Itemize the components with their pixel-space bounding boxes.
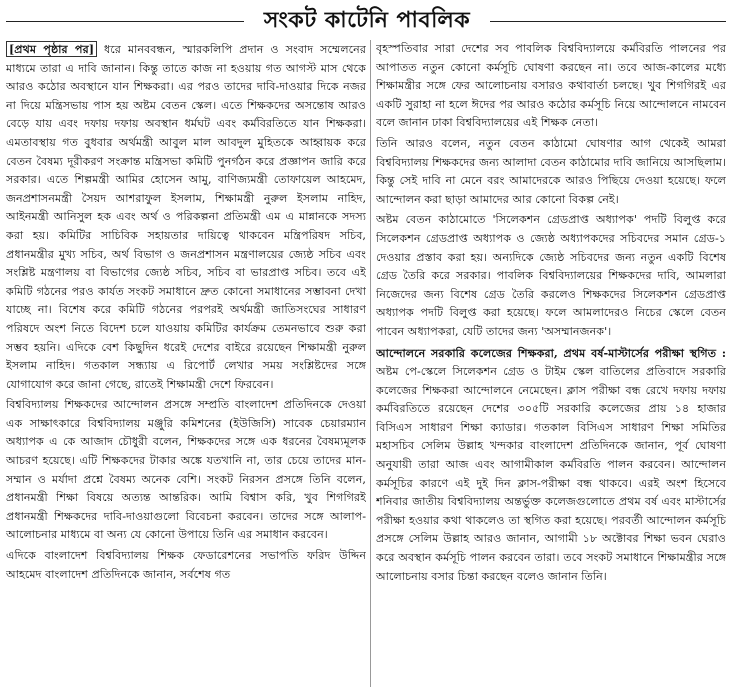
- subheading: আন্দোলনে সরকারি কলেজের শিক্ষকরা, প্রথম বর্ষ-মাস্টার্সের পরীক্ষা স্থগিত :: [376, 345, 726, 360]
- article-paragraph: এদিকে বাংলাদেশ বিশ্ববিদ্যালয় শিক্ষক ফেডারেশনের সভাপতি ফরিদ উদ্দিন আহমেদ বাংলাদেশ প্রতিদিনকে জানান, সর্বশেষ গত: [6, 549, 366, 581]
- article-paragraph: অষ্টম বেতন কাঠামোতে 'সিলেকশন গ্রেডপ্রাপ্ত অধ্যাপক' পদটি বিলুপ্ত করে সিলেকশন গ্রেডপ্রাপ্ত অধ্যাপক ও জ্যেষ্ঠ অধ্যাপকদের সচিবদের সমান গ্রেড-১ দেওয়ার প্রস্তাব করা হয়। অন্যদিকে জ্যেষ্ঠ সচিবদের জন্য নতুন একটি বিশেষ গ্রেড তৈরি করে সরকার। পাবলিক বিশ্ববিদ্যালয়ের শিক্ষকদের দাবি, আমলারা নিজেদের জন্য বিশেষ গ্রেড তৈরি করলেও শিক্ষকদের সিলেকশন গ্রেডপ্রাপ্ত অধ্যাপক পদটি বিলুপ্ত করা হয়েছে। ফলে আমলাদেরও নিচের স্কেলে বেতন পাবেন অধ্যাপকরা, যেটি তাদের জন্য 'অসম্মানজনক'।: [376, 213, 726, 338]
- column-divider: [370, 40, 371, 687]
- right-column: [376, 40, 726, 689]
- paragraph-text: ধরে মানববন্ধন, স্মারকলিপি প্রদান ও সংবাদ সম্মেলনের মাধ্যমে তারা এ দাবি জানান। কিন্তু তাতে কাজ না হওয়ায় গত আগস্ট মাস থেকে আরও কঠোর অবস্থানে যান শিক্ষকরা। এর পরও তাদের দাবি-দাওয়ার দিকে নজর না দিয়ে মন্ত্রিসভায় পাস হয় অষ্টম বেতন স্কেল। এতে শিক্ষকদের অসন্তোষ আরও বেড়ে যায় এবং দফায় দফায় অবস্থান ধর্মঘট এবং কর্মবিরতিতে যান শিক্ষকরা। এমতাবস্থায় গত বুধবার অর্থমন্ত্রী আবুল মাল আবদুল মুহিতকে আহ্বায়ক করে বেতন বৈষম্য দূরীকরণ সংক্রান্ত মন্ত্রিসভা কমিটি পুনর্গঠন করে প্রজ্ঞাপন জারি করে সরকার। এতে শিল্পমন্ত্রী আমির হোসেন আমু, বাণিজ্যমন্ত্রী তোফায়েল আহমেদ, জনপ্রশাসনমন্ত্রী সৈয়দ আশরাফুল ইসলাম, শিক্ষামন্ত্রী নুরুল ইসলাম নাহিদ, আইনমন্ত্রী আনিসুল হক এবং অর্থ ও পরিকল্পনা প্রতিমন্ত্রী এম এ মান্নানকে সদস্য করা হয়। কমিটির সাচিবিক সহায়তার দায়িত্বে থাকবেন মন্ত্রিপরিষদ সচিব, প্রধানমন্ত্রীর মুখ্য সচিব, অর্থ বিভাগ ও জনপ্রশাসন মন্ত্রণালয়ের জ্যেষ্ঠ সচিব এবং সংশ্লিষ্ট মন্ত্রণালয় বা বিভাগের জ্যেষ্ঠ সচিব, সচিব বা ভারপ্রাপ্ত সচিব। তবে এই কমিটি গঠনের পরও কার্যত সংকট সমাধানে দ্রুত কোনো সমাধানের সম্ভাবনা দেখা যাচ্ছে না। বিশেষ করে কমিটি গঠনের পরপরই অর্থমন্ত্রী জাতিসংঘের সাধারণ পরিষদে অংশ নিতে বিদেশ চলে যাওয়ায় কমিটির কার্যক্রম তেমনভাবে শুরু করা সম্ভব হয়নি। এদিকে বেশ কিছুদিন ধরেই দেশের বাইরে রয়েছেন শিক্ষামন্ত্রী নুরুল ইসলাম নাহিদ। গতকাল সন্ধ্যায় এ রিপোর্ট লেখার সময় সংশ্লিষ্টদের সঙ্গে যোগাযোগ করে জানা গেছে, রাতেই শিক্ষামন্ত্রী দেশে ফিরবেন।: [6, 43, 366, 391]
- article-paragraph: বৃহস্পতিবার সারা দেশের সব পাবলিক বিশ্ববিদ্যালয়ে কর্মবিরতি পালনের পর আপাতত নতুন কোনো কর্মসূচি ঘোষণা করছেন না। তবে আজ-কালের মধ্যে শিক্ষামন্ত্রীর সঙ্গে ফের আলোচনায় বসারও কথাবার্তা চলছে। খুব শিগগিরই এর একটি সুরাহা না হলে ঈদের পর আরও কঠোর কর্মসূচি নিয়ে আন্দোলনে নামবেন বলে জানান ঢাকা বিশ্ববিদ্যালয়ের এই শিক্ষক নেতা।: [376, 42, 726, 130]
- continued-from-label: [প্রথম পৃষ্ঠার পর]: [6, 41, 97, 57]
- headline-rule-right: [490, 21, 726, 22]
- headline: সংকট কাটেনি পাবলিক: [263, 8, 471, 33]
- article-paragraph: [376, 344, 726, 587]
- headline-bar: [6, 6, 726, 36]
- article-paragraph: তিনি আরও বলেন, নতুন বেতন কাঠামো ঘোষণার আগ থেকেই আমরা বিশ্ববিদ্যালয় শিক্ষকদের জন্য আলাদা বেতন কাঠামোর দাবি জানিয়ে আসছিলাম। কিন্তু সেই দাবি না মেনে বরং আমাদেরকে আরও পিছিয়ে দেওয়া হয়েছে। ফলে আন্দোলন করা ছাড়া আমাদের আর কোনো বিকল্প নেই।: [376, 136, 726, 206]
- left-column: [6, 40, 366, 689]
- headline-rule-left: [6, 21, 244, 22]
- article-paragraph: [6, 40, 366, 394]
- paragraph-text: অষ্টম পে-স্কেলে সিলেকশন গ্রেড ও টাইম স্কেল বাতিলের প্রতিবাদে সরকারি কলেজের শিক্ষকরা আন্দোলনে নেমেছেন। ক্লাস পরীক্ষা বন্ধ রেখে দফায় দফায় কর্মবিরতিতে রয়েছেন দেশের ৩০৫টি সরকারি কলেজের প্রায় ১৪ হাজার বিসিএস সাধারণ শিক্ষা ক্যাডার। গতকাল বিসিএস সাধারণ শিক্ষা সমিতির মহাসচিব সেলিম উল্লাহ খন্দকার বাংলাদেশ প্রতিদিনকে জানান, পূর্ব ঘোষণা অনুযায়ী তারা আজ এবং আগামীকাল কর্মবিরতি পালন করবেন। আন্দোলন কর্মসূচির কারণে এই দুই দিন ক্লাস-পরীক্ষা বন্ধ থাকবে। এরই অংশ হিসেবে শনিবার জাতীয় বিশ্ববিদ্যালয় অন্তর্ভুক্ত কলেজগুলোতে প্রথম বর্ষ এবং মাস্টার্সের পরীক্ষা হওয়ার কথা থাকলেও তা স্থগিত করা হয়েছে। পরবর্তী আন্দোলন কর্মসূচি প্রসঙ্গে সেলিম উল্লাহ আরও জানান, আগামী ১৮ অক্টোবর শিক্ষা ভবন ঘেরাও করে অবস্থান কর্মসূচি পালন করবেন তারা। তবে সংকট সমাধানে শিক্ষামন্ত্রীর সঙ্গে আলোচনায় বসার চিন্তা করছেন বলেও জানান তিনি।: [376, 365, 726, 583]
- article-paragraph: বিশ্ববিদ্যালয় শিক্ষকদের আন্দোলন প্রসঙ্গে সম্প্রতি বাংলাদেশ প্রতিদিনকে দেওয়া এক সাক্ষাৎকারে বিশ্ববিদ্যালয় মঞ্জুরি কমিশনের (ইউজিসি) সাবেক চেয়ারম্যান অধ্যাপক এ কে আজাদ চৌধুরী বলেন, শিক্ষকদের সঙ্গে এক ধরনের বৈষম্যমূলক আচরণ হয়েছে। এটি শিক্ষকদের টাকার অঙ্কে যতখানি না, তার চেয়ে তাদের মান-সম্মান ও মর্যাদা প্রশ্নে বৈষম্য অনেক বেশি। সংকট নিরসন প্রসঙ্গে তিনি বলেন, প্রধানমন্ত্রী শিক্ষা বিষয়ে অত্যন্ত আন্তরিক। আমি বিশ্বাস করি, খুব শিগগিরই প্রধানমন্ত্রী শিক্ষকদের দাবি-দাওয়াগুলো বিবেচনা করবেন। তাদের সঙ্গে আলাপ-আলোচনার মাধ্যমে বা অন্য যে কোনো উপায়ে তিনি এর সমাধান করবেন।: [6, 398, 366, 542]
